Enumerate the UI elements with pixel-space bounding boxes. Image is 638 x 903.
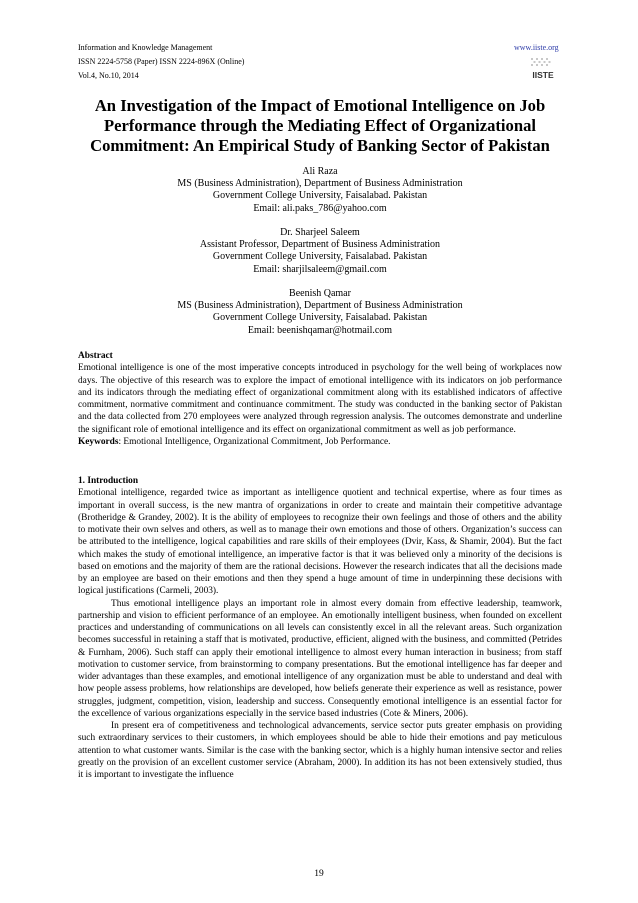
journal-issn: ISSN 2224-5758 (Paper) ISSN 2224-896X (Online)	[78, 57, 245, 66]
author-block	[78, 166, 562, 337]
introduction-paragraph: In present era of competitiveness and technological advancements, service sector puts greater emphasis on providing such extraordinary services to their customers, in which employees should be able to hide their emotions and pay meticulous attention to what customer wants. Similar is the case with the banking sector, which is a highly human intensive sector and relies greatly on the provision of an excellent customer service (Abraham, 2000). In addition its has not been extensively studied, thus it is important to investigate the influence	[78, 721, 562, 780]
journal-name: Information and Knowledge Management	[78, 43, 213, 52]
author-role: MS (Business Administration), Department of Business Administration	[177, 300, 463, 312]
author-name: Dr. Sharjeel Saleem	[280, 227, 360, 238]
abstract-heading: Abstract	[78, 351, 113, 361]
author-email: Email: beenishqamar@hotmail.com	[247, 324, 393, 336]
author-role: Assistant Professor, Department of Business Administration	[199, 239, 441, 251]
author-role: MS (Business Administration), Department of Business Administration	[177, 178, 463, 190]
introduction-heading: 1. Introduction	[78, 476, 139, 486]
author-email: Email: sharjilsaleem@gmail.com	[253, 263, 387, 275]
introduction-paragraph: Thus emotional intelligence plays an important role in almost every domain from effective leadership, teamwork, partnership and vision to efficient performance of an employee. An emotionally intelligent business, when founded on excellent practices and understanding of communications on all levels can consistently excel in all the relevant areas. Such organization becomes successful in retaining a staff that is motivated, productive, efficient, aligned with the business, and committed (Petrides & Furnham, 2006). Such staff can apply their emotional intelligence to almost every human interaction in business; from staff motivation to customer service, from brainstorming to company presentations. But the emotional intelligence has far deeper and wider advantages than these examples, and emotional intelligence of any organization must be able to understand and deal with how people assess problems, how relationships are developed, how beliefs generate their experience as well as resistance, power struggles, judgment, competition, vision, leadership and success. Consequently emotional intelligence is an essential factor for the excellence of various organizations especially in the service based industries (Cote & Miners, 2006).	[78, 598, 562, 719]
abstract-text: Emotional intelligence is one of the most imperative concepts introduced in psychology for the well being of workplaces now days. The objective of this research was to explore the impact of emotional intelligence with its indicators on job performance and its indicators through the mediating effect of organizational commitment along with its established indicators of affective commitment, normative commitment and continuance commitment. The study was conducted in the banking sector of Pakistan and the data collected from 270 employees were analyzed through regression analysis. The outcomes demonstrate and underline the significant role of emotional intelligence and its effect on organizational commitment as well as job performance.	[78, 363, 562, 435]
iiste-logo-icon	[528, 57, 558, 80]
author-affiliation: Government College University, Faisalabad. Pakistan	[212, 190, 428, 202]
introduction-section	[78, 475, 562, 781]
journal-url-link[interactable]: www.iiste.org	[514, 43, 559, 52]
author-name: Beenish Qamar	[289, 288, 351, 299]
journal-volume: Vol.4, No.10, 2014	[78, 71, 139, 80]
abstract-section	[78, 350, 562, 448]
author-name: Ali Raza	[302, 166, 338, 177]
keywords-line	[78, 436, 562, 448]
author-email: Email: ali.paks_786@yahoo.com	[253, 202, 387, 214]
keywords-text: : Emotional Intelligence, Organizational Commitment, Job Performance.	[118, 436, 391, 447]
paper-title: An Investigation of the Impact of Emotional Intelligence on Job Performance through the Mediating Effect of Organizational Commitment: An Empirical Study of Banking Sector of Pakistan	[90, 96, 550, 155]
keywords-label: Keywords	[78, 436, 119, 447]
page-number: 19	[314, 869, 324, 879]
logo-text: IISTE	[532, 70, 554, 80]
author-affiliation: Government College University, Faisalabad. Pakistan	[212, 312, 428, 324]
author-affiliation: Government College University, Faisalabad. Pakistan	[212, 251, 428, 263]
introduction-paragraph: Emotional intelligence, regarded twice as important as intelligence quotient and technical expertise, where as four times as important in overall success, is the new mantra of organizations in order to create and maintain their competitive advantage (Brotheridge & Grandey, 2002). It is the ability of employees to recognize their own feelings and those of others and the ability to motivate their own selves and others, as well as to manage their own emotions and those of others. Organization’s success can be attributed to the intelligence, logical capabilities and rare skills of their employees (Dvir, Kass, & Shamir, 2004). But the fact which makes the study of emotional intelligence, an imperative factor is that it was believed only a minority of the decisions is based on emotions and the majority of them are the rational decisions. However the research indicates that all the decisions made by an employee are based on their emotions and then they spend a huge amount of time in underpinning these decisions with logical justifications (Carmeli, 2003).	[78, 488, 562, 597]
